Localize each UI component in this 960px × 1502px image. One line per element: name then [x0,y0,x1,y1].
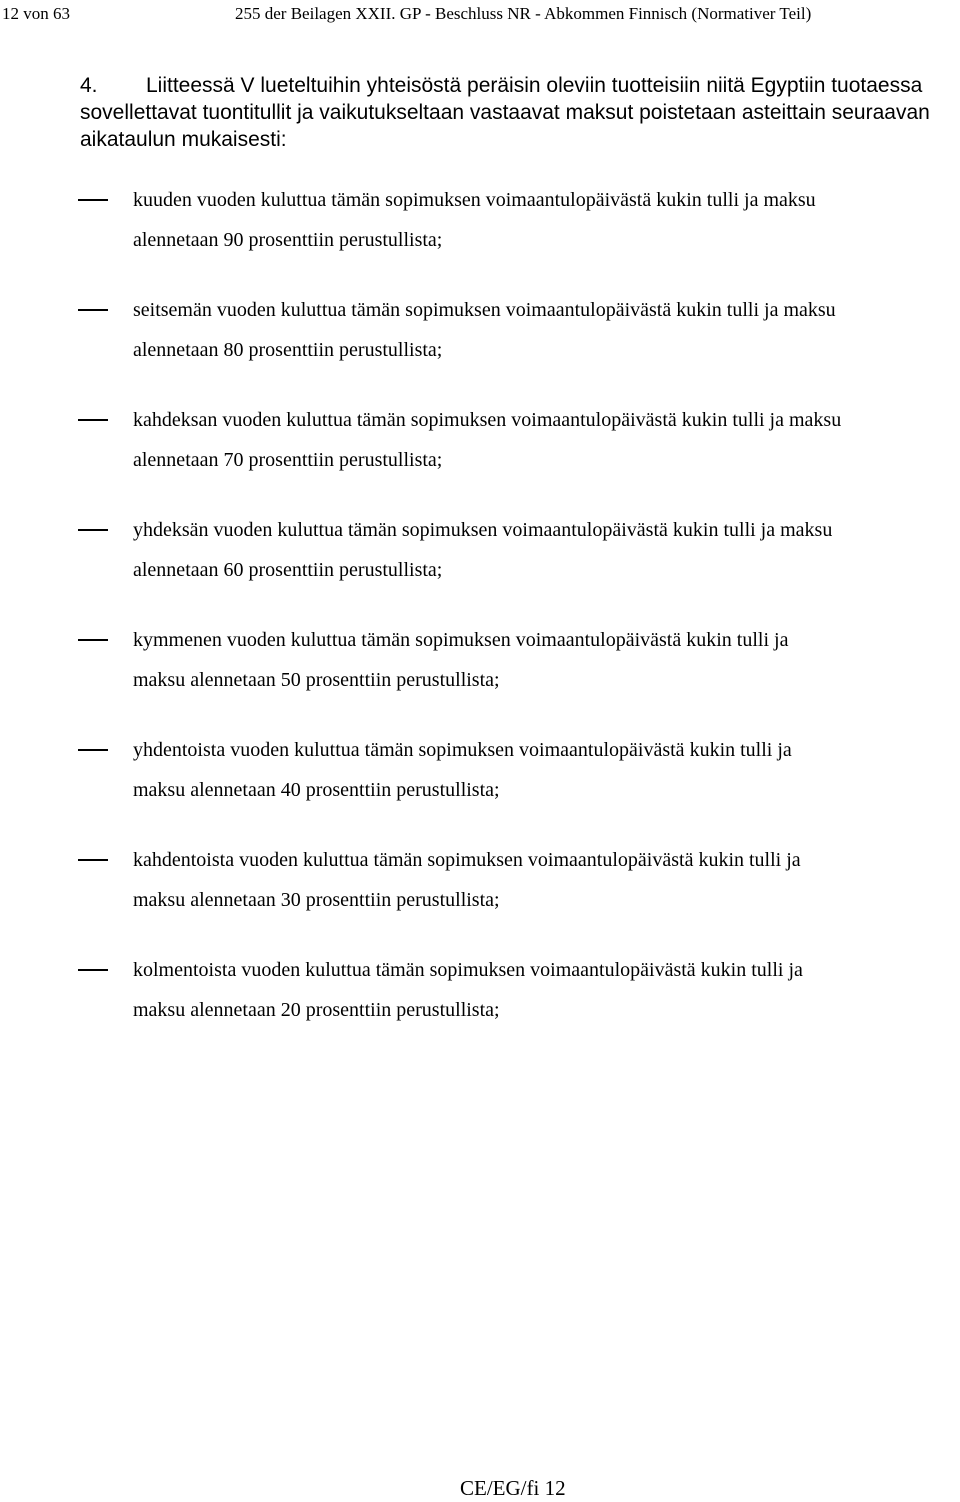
list-item-text [133,730,960,810]
page-number: 12 von 63 [2,4,70,23]
list-item-text [133,950,960,1030]
dash-bullet-icon [78,529,108,531]
list-item [78,180,958,290]
intro-paragraph [80,72,940,153]
list-item-line1: kolmentoista vuoden kuluttua tämän sopimuksen voimaantulopäivästä kukin tulli ja [133,959,803,981]
dash-bullet-icon [78,749,108,751]
paragraph-number: 4. [80,74,98,97]
list-item-line1: kahdentoista vuoden kuluttua tämän sopimuksen voimaantulopäivästä kukin tulli ja [133,849,801,871]
list-item [78,840,958,950]
list-item-text [133,510,960,590]
list-item-line2: maksu alennetaan 20 prosenttiin perustullista; [133,999,500,1021]
list-item-line1: kuuden vuoden kuluttua tämän sopimuksen voimaantulopäivästä kukin tulli ja maksu [133,189,816,211]
list-item [78,620,958,730]
intro-text: Liitteessä V lueteltuihin yhteisöstä peräisin oleviin tuotteisiin niitä Egyptiin tuotaessa sovellettavat tuontitullit ja vaikutukseltaan vastaavat maksut poistetaan asteittain seuraavan aikataulun mukaisesti: [80,74,930,151]
list-item-line1: kymmenen vuoden kuluttua tämän sopimuksen voimaantulopäivästä kukin tulli ja [133,629,789,651]
list-item-line2: alennetaan 70 prosenttiin perustullista; [133,449,443,471]
reduction-schedule-list [78,180,958,1060]
dash-bullet-icon [78,199,108,201]
list-item-text [133,840,960,920]
list-item-line1: kahdeksan vuoden kuluttua tämän sopimuksen voimaantulopäivästä kukin tulli ja maksu [133,409,842,431]
list-item-line1: seitsemän vuoden kuluttua tämän sopimuksen voimaantulopäivästä kukin tulli ja maksu [133,299,836,321]
list-item-text [133,400,960,480]
list-item-line1: yhdentoista vuoden kuluttua tämän sopimuksen voimaantulopäivästä kukin tulli ja [133,739,792,761]
dash-bullet-icon [78,969,108,971]
list-item-line2: alennetaan 60 prosenttiin perustullista; [133,559,443,581]
list-item-text [133,620,960,700]
dash-bullet-icon [78,309,108,311]
page-footer-reference: CE/EG/fi 12 [460,1476,566,1500]
list-item-line2: maksu alennetaan 40 prosenttiin perustullista; [133,779,500,801]
list-item-line2: alennetaan 90 prosenttiin perustullista; [133,229,443,251]
list-item [78,400,958,510]
list-item-line2: maksu alennetaan 30 prosenttiin perustullista; [133,889,500,911]
document-title: 255 der Beilagen XXII. GP - Beschluss NR - Abkommen Finnisch (Normativer Teil) [235,4,812,23]
dash-bullet-icon [78,859,108,861]
list-item-line1: yhdeksän vuoden kuluttua tämän sopimuksen voimaantulopäivästä kukin tulli ja maksu [133,519,833,541]
list-item-text [133,180,960,260]
dash-bullet-icon [78,639,108,641]
list-item [78,730,958,840]
page-header [0,0,960,30]
list-item-text [133,290,960,370]
list-item [78,510,958,620]
list-item [78,950,958,1060]
list-item-line2: maksu alennetaan 50 prosenttiin perustullista; [133,669,500,691]
list-item [78,290,958,400]
list-item-line2: alennetaan 80 prosenttiin perustullista; [133,339,443,361]
dash-bullet-icon [78,419,108,421]
